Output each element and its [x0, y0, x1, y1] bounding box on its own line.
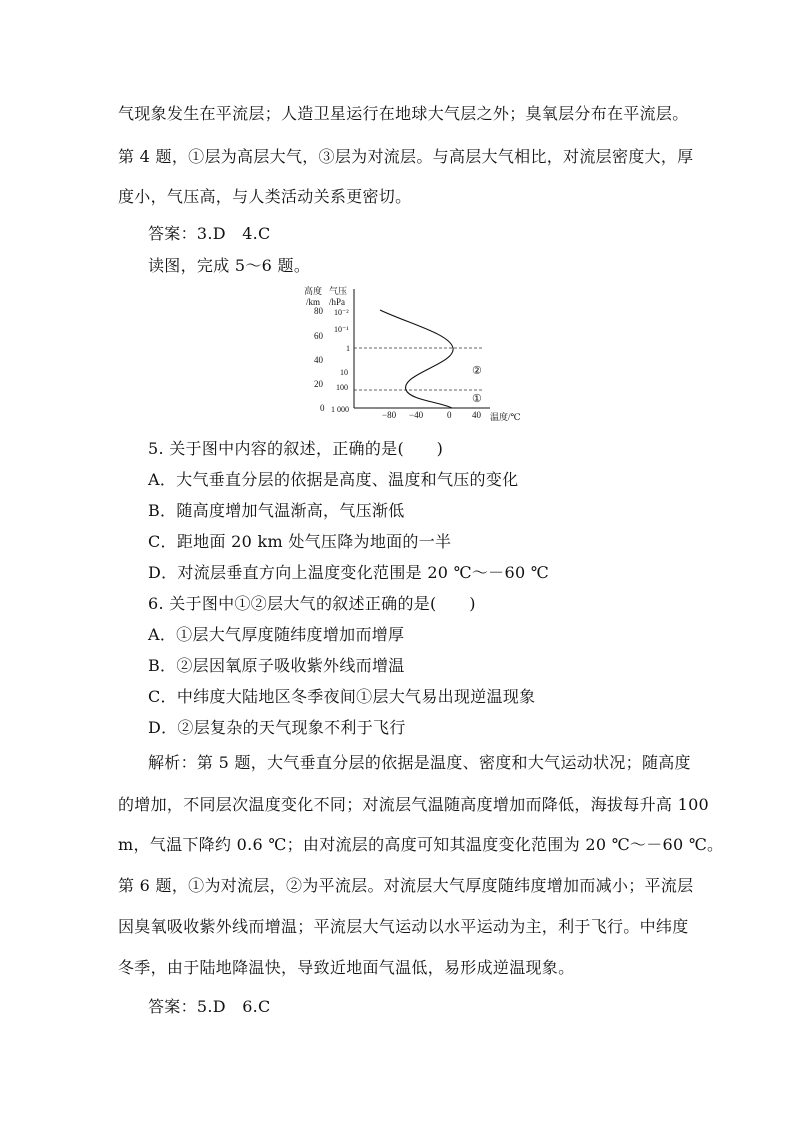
temperature-curve [380, 310, 453, 408]
para-intro-line-1: 气现象发生在平流层；人造卫星运行在地球大气层之外；臭氧层分布在平流层。 [118, 104, 689, 123]
height-axis-unit: /km [306, 297, 321, 307]
pressure-tick: 100 [336, 383, 348, 392]
height-tick: 60 [314, 331, 323, 341]
height-tick: 0 [320, 403, 325, 413]
layer-2-label: ② [472, 365, 482, 377]
analysis-line-5: 因臭氧吸收紫外线而增温；平流层大气运动以水平运动为主，利于飞行。中纬度 [118, 917, 689, 936]
q5-option-b: B．随高度增加气温渐高，气压渐低 [148, 501, 405, 520]
q5-option-c: C．距地面 20 km 处气压降为地面的一半 [148, 532, 452, 551]
para-intro-line-2: 第 4 题，①层为高层大气，③层为对流层。与高层大气相比，对流层密度大，厚 [118, 147, 694, 166]
answer-5-6: 答案：5.D 6.C [148, 997, 271, 1016]
layer-1-label: ① [472, 393, 482, 405]
q5-stem: 5. 关于图中内容的叙述，正确的是( ) [148, 439, 444, 458]
figure-prompt: 读图，完成 5～6 题。 [148, 256, 311, 275]
para-intro-line-3: 度小，气压高，与人类活动关系更密切。 [118, 187, 412, 206]
height-tick: 80 [314, 306, 323, 316]
x-axis-title: 温度/℃ [490, 412, 521, 422]
height-tick: 20 [314, 379, 323, 389]
temp-tick: 40 [472, 410, 481, 420]
q6-option-c: C．中纬度大陆地区冬季夜间①层大气易出现逆温现象 [148, 687, 536, 706]
answer-3-4: 答案：3.D 4.C [148, 224, 271, 243]
temp-tick: 0 [447, 410, 452, 420]
height-axis-title: 高度 [304, 286, 323, 296]
pressure-tick: 10⁻¹ [334, 325, 349, 334]
q6-stem: 6. 关于图中①②层大气的叙述正确的是( ) [148, 594, 476, 613]
analysis-line-3: m，气温下降约 0.6 ℃；由对流层的高度可知其温度变化范围为 20 ℃～－60 ℃。 [118, 835, 724, 854]
q6-option-b: B．②层因氧原子吸收紫外线而增温 [148, 656, 405, 675]
pressure-tick: 1 [346, 344, 350, 353]
q6-option-d: D．②层复杂的天气现象不利于飞行 [148, 718, 406, 737]
atmosphere-layer-figure [300, 284, 530, 424]
q6-option-a: A．①层大气厚度随纬度增加而增厚 [148, 625, 405, 644]
pressure-tick: 10⁻² [334, 308, 349, 317]
analysis-line-2: 的增加，不同层次温度变化不同；对流层气温随高度增加而降低，海拔每升高 100 [118, 795, 710, 814]
pressure-tick: 10 [340, 368, 348, 377]
analysis-line-4: 第 6 题，①为对流层，②为平流层。对流层大气厚度随纬度增加而减小；平流层 [118, 876, 694, 895]
pressure-axis-unit: /hPa [329, 297, 346, 307]
pressure-tick: 1 000 [331, 405, 349, 414]
height-tick: 40 [314, 355, 323, 365]
temp-tick: −80 [382, 410, 397, 420]
temp-tick: −40 [409, 410, 424, 420]
analysis-line-6: 冬季，由于陆地降温快，导致近地面气温低，易形成逆温现象。 [118, 958, 575, 977]
q5-option-d: D．对流层垂直方向上温度变化范围是 20 ℃～－60 ℃ [148, 563, 550, 582]
pressure-axis-title: 气压 [329, 286, 348, 296]
analysis-line-1: 解析：第 5 题，大气垂直分层的依据是温度、密度和大气运动状况；随高度 [148, 753, 691, 772]
q5-option-a: A．大气垂直分层的依据是高度、温度和气压的变化 [148, 470, 519, 489]
